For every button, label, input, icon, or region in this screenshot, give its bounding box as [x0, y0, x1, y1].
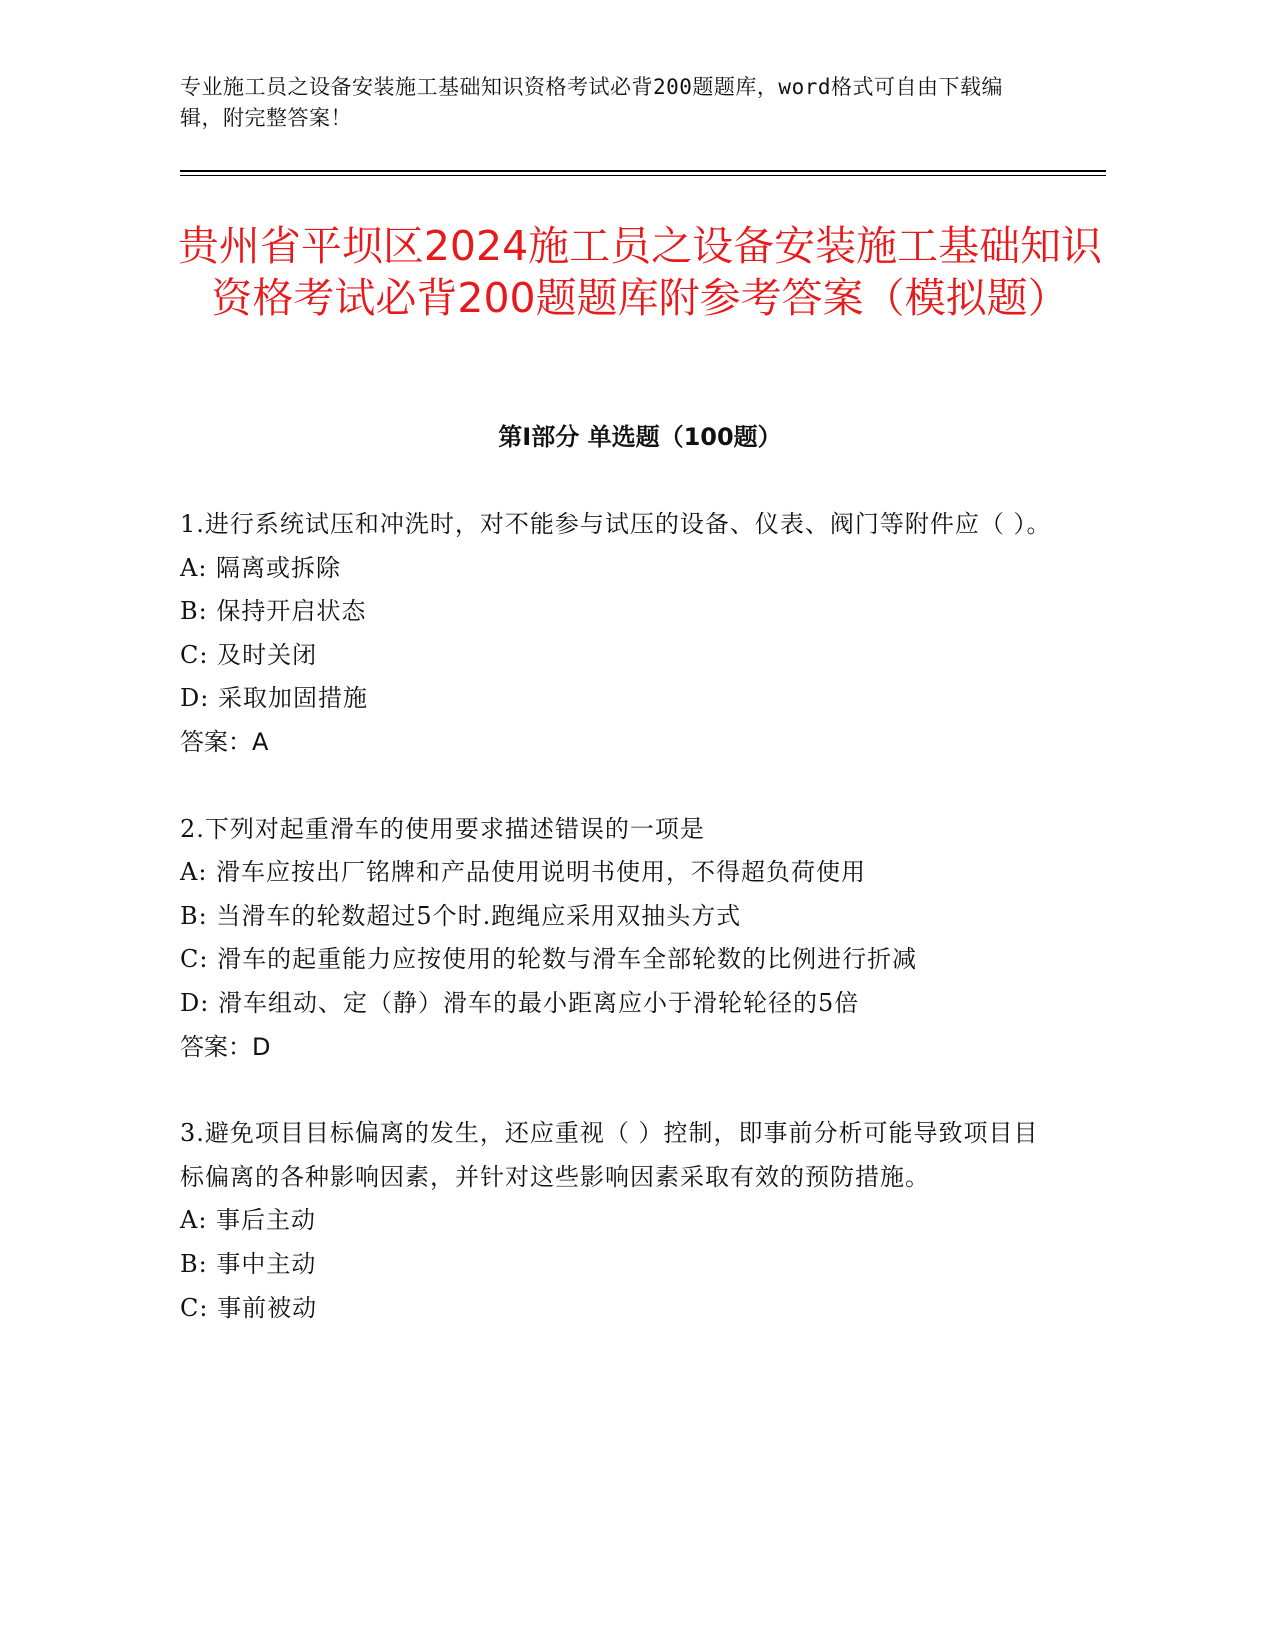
- option-c: C: 滑车的起重能力应按使用的轮数与滑车全部轮数的比例进行折减: [180, 945, 918, 974]
- option-b: B: 当滑车的轮数超过5个时.跑绳应采用双抽头方式: [180, 901, 742, 930]
- header-divider-thin: [180, 175, 1106, 176]
- option-c: C: 及时关闭: [180, 640, 318, 669]
- option-b: B: 事中主动: [180, 1249, 317, 1278]
- option-b: B: 保持开启状态: [180, 597, 367, 626]
- question-stem: 1.进行系统试压和冲洗时，对不能参与试压的设备、仪表、阀门等附件应（ ）。: [180, 510, 1052, 538]
- question-stem: 3.避免项目目标偏离的发生，还应重视（ ）控制，即事前分析可能导致项目目标偏离的各种影响因素，并针对这些影响因素采取有效的预防措施。: [180, 1119, 1039, 1191]
- section-title: 第I部分 单选题（100题）: [498, 423, 782, 451]
- option-d: D: 滑车组动、定（静）滑车的最小距离应小于滑轮轮径的5倍: [180, 988, 860, 1017]
- option-a: A: 事后主动: [180, 1206, 317, 1235]
- question-stem: 2.下列对起重滑车的使用要求描述错误的一项是: [180, 814, 705, 843]
- question-2: [180, 808, 1060, 1070]
- question-1: [180, 503, 1060, 765]
- question-3: [180, 1112, 1060, 1330]
- option-c: C: 事前被动: [180, 1293, 318, 1322]
- document-title: 贵州省平坝区2024施工员之设备安装施工基础知识资格考试必背200题题库附参考答案（模拟题）: [177, 222, 1103, 322]
- option-d: D: 采取加固措施: [180, 684, 368, 713]
- question-list: [180, 503, 1060, 1373]
- header-divider-thick: [180, 170, 1106, 172]
- option-a: A: 隔离或拆除: [180, 553, 342, 582]
- option-a: A: 滑车应按出厂铭牌和产品使用说明书使用，不得超负荷使用: [180, 858, 867, 887]
- answer: 答案：A: [180, 727, 269, 756]
- answer: 答案：D: [180, 1032, 271, 1061]
- header-note: 专业施工员之设备安装施工基础知识资格考试必背200题题库，word格式可自由下载编辑，附完整答案！: [180, 75, 1003, 130]
